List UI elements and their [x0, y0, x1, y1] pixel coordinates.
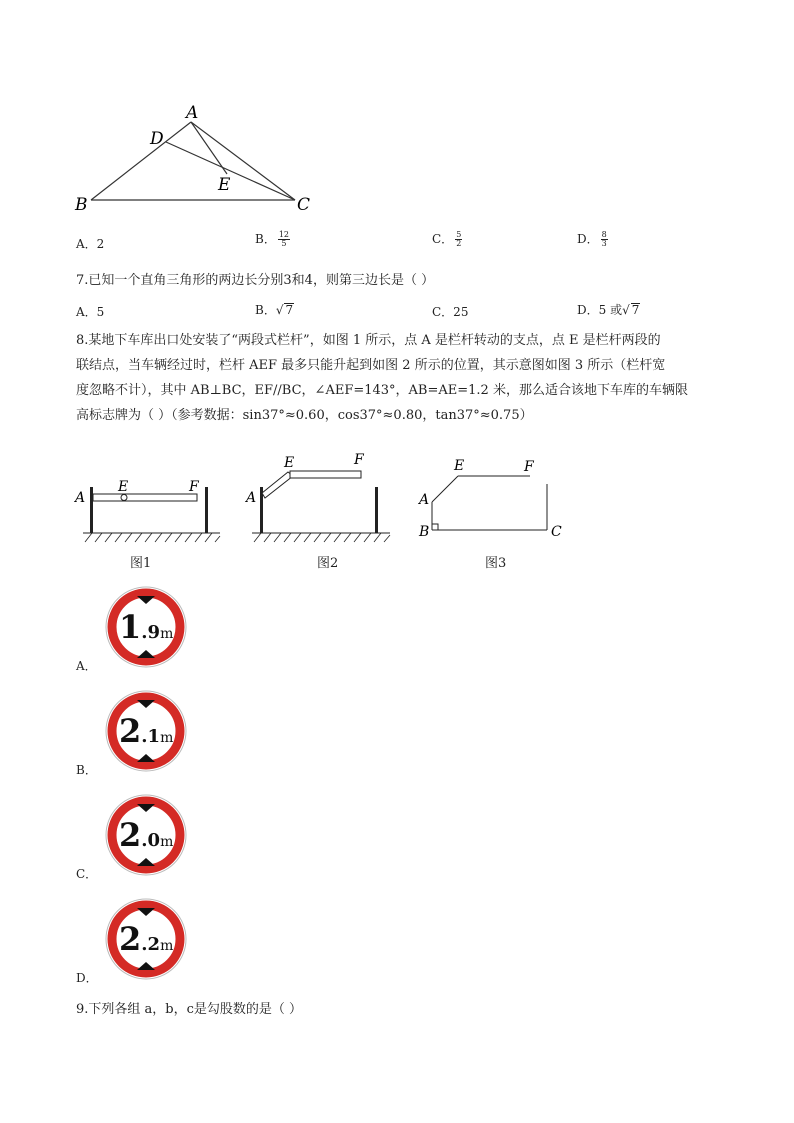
q7-option-d[interactable]: D．5 或√ 7 [577, 303, 640, 317]
height-limit-sign-icon[interactable] [104, 793, 188, 877]
q9-stem: 9.下列各组 a，b，c是勾股数的是（ ） [76, 1002, 303, 1017]
label-e: E [118, 479, 129, 495]
q6-option-a[interactable]: A．2 [76, 237, 105, 251]
height-limit-sign-icon[interactable] [104, 689, 188, 773]
label-b: B [75, 195, 88, 215]
figure-2-caption: 图2 [317, 556, 339, 571]
label-f: F [189, 479, 199, 495]
label-a: A [75, 490, 86, 506]
figure-3-caption: 图3 [485, 556, 507, 571]
sign-value-text: 1.9m [119, 608, 174, 646]
figure-1-barrier-lowered [70, 470, 230, 550]
sign-option-label[interactable]: A． [76, 659, 97, 673]
label-e: E [454, 458, 465, 474]
label-e: E [284, 455, 295, 471]
figure-3-schematic [410, 452, 570, 547]
label-f: F [354, 452, 364, 468]
q7-stem: 7.已知一个直角三角形的两边长分别3和4，则第三边长是（ ） [76, 273, 435, 288]
sign-option-label[interactable]: D． [76, 971, 98, 985]
sign-value-text: 2.0m [119, 816, 174, 854]
label-c: C [551, 524, 562, 540]
segment-dc [166, 142, 295, 200]
side-ba [91, 122, 191, 200]
q7-option-c[interactable]: C．25 [432, 305, 469, 319]
sign-value-text: 2.1m [119, 712, 174, 750]
sign-option-label[interactable]: C． [76, 867, 98, 881]
label-c: C [297, 195, 311, 215]
label-f: F [524, 459, 534, 475]
figure-2-barrier-raised [240, 450, 400, 550]
label-b: B [419, 524, 430, 540]
height-limit-sign-icon[interactable] [104, 585, 188, 669]
sign-option-label[interactable]: B． [76, 763, 97, 777]
label-d: D [150, 129, 164, 149]
q6-option-c[interactable]: C． $\frac{5}{2}$ [432, 230, 462, 248]
segment-ae [191, 122, 227, 174]
height-limit-sign-icon[interactable] [104, 897, 188, 981]
label-a: A [419, 492, 430, 508]
fraction: $\frac{12}{5}$ [278, 230, 290, 248]
fraction: $\frac{8}{3}$ [601, 230, 607, 248]
q7-option-b[interactable]: B．√ 7 [255, 303, 294, 317]
q6-option-b[interactable]: B． $\frac{12}{5}$ [255, 230, 290, 248]
side-ac [191, 122, 295, 200]
label-e: E [218, 175, 231, 195]
fraction: $\frac{5}{2}$ [456, 230, 462, 248]
label-a: A [246, 490, 257, 506]
q8-stem: 8.某地下车库出口处安装了“两段式栏杆”，如图 1 所示，点 A 是栏杆转动的支点，点 E 是栏杆两段的 联结点，当车辆经过时，栏杆 AEF 最多只能升起到如图 2 所示的位置，其示意图如图 3 所示（栏杆宽 度忽略不计），其中 AB⊥BC，EF//BC，∠AEF=143°，AB=AE=1.2 米，那么适合该地下车库的车辆限 高标志牌为（ ）（参考数据：sin37°≈0.60，cos37°≈0.80，tan37°≈0.75） [76, 333, 688, 423]
sign-value-text: 2.2m [119, 920, 174, 958]
q6-option-d[interactable]: D． $\frac{8}{3}$ [577, 230, 607, 248]
triangle-figure [70, 100, 320, 220]
figure-1-caption: 图1 [130, 556, 152, 571]
label-a: A [186, 103, 199, 123]
q7-option-a[interactable]: A．5 [76, 305, 105, 319]
